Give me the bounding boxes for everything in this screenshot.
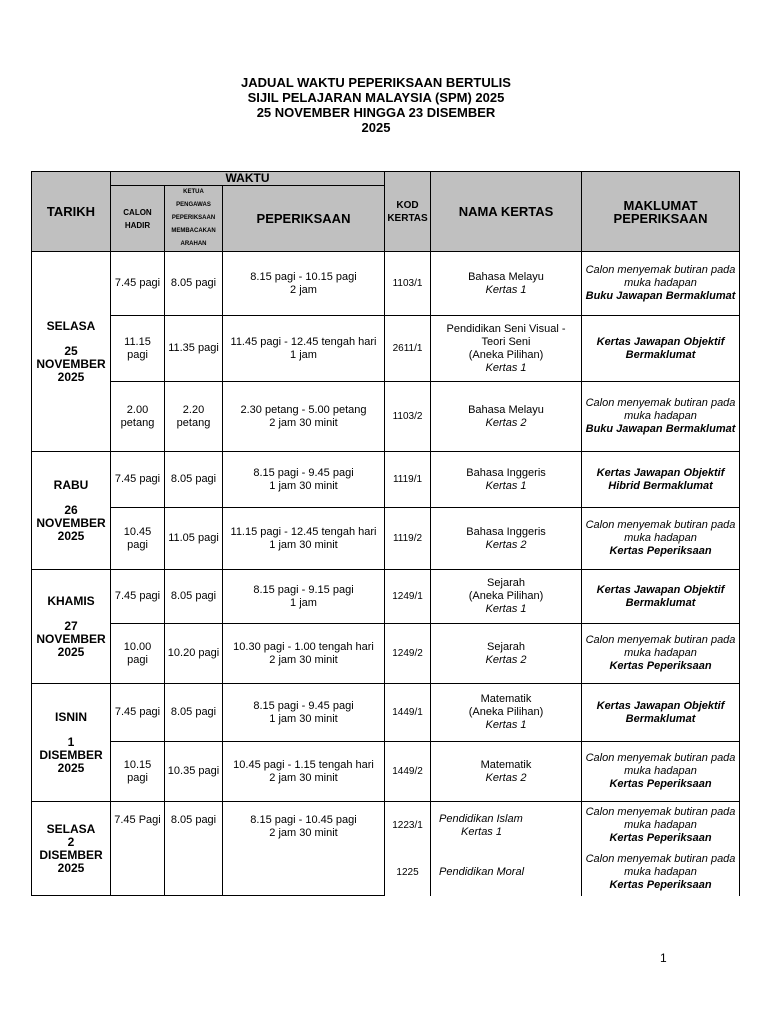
paper-number: Kertas 1 [485, 361, 527, 374]
maklumat-note: Calon menyemak butiran pada muka hadapan [585, 519, 736, 544]
exam-duration: 1 jam [290, 596, 317, 609]
document-title [0, 75, 752, 135]
exam-schedule-table [31, 171, 740, 896]
calon-hadir-value: 7.45 pagi [114, 473, 161, 485]
kod-kertas-cell [385, 570, 431, 624]
calon-hadir-value: 10.45 pagi [123, 525, 152, 551]
ketua-pengawas-value: 8.05 pagi [170, 277, 217, 289]
ketua-pengawas-value: 8.05 pagi [170, 590, 217, 602]
exam-duration: 2 jam 30 minit [269, 416, 338, 429]
table-row [32, 802, 740, 850]
maklumat-emphasis: Kertas Peperiksaan [609, 545, 712, 557]
ketua-pengawas-value: 11.05 pagi [168, 532, 219, 544]
paper-number: Kertas 2 [485, 771, 527, 784]
peperiksaan-cell [223, 624, 385, 684]
kod-kertas-value: 1223/1 [392, 820, 423, 832]
day-name: KHAMIS [47, 593, 95, 608]
ketua-pengawas-value: 8.05 pagi [170, 706, 217, 718]
subject-name: Sejarah [487, 640, 525, 653]
kod-kertas-cell [385, 382, 431, 452]
calon-hadir-value: 7.45 pagi [114, 706, 161, 718]
kod-kertas-value: 1249/2 [392, 648, 423, 659]
nama-kertas-cell [431, 508, 582, 570]
ketua-pengawas-value: 10.35 pagi [167, 765, 220, 777]
nama-kertas-cell [431, 316, 582, 382]
exam-time: 8.15 pagi - 9.45 pagi [253, 466, 354, 479]
title-line-2: SIJIL PELAJARAN MALAYSIA (SPM) 2025 [247, 90, 505, 105]
maklumat-note: Calon menyemak butiran pada muka hadapan [585, 806, 736, 832]
calon-hadir-cell [111, 570, 165, 624]
ketua-pengawas-cell [165, 252, 223, 316]
peperiksaan-cell [223, 802, 385, 896]
nama-kertas-cell [431, 252, 582, 316]
calon-hadir-cell [111, 624, 165, 684]
maklumat-note: Calon menyemak butiran pada muka hadapan [585, 752, 736, 777]
peperiksaan-cell [223, 382, 385, 452]
kod-kertas-cell [385, 802, 431, 850]
exam-time: 8.15 pagi - 10.15 pagi [250, 270, 357, 283]
maklumat-cell [582, 452, 740, 508]
maklumat-emphasis: Kertas Peperiksaan [609, 660, 712, 672]
table-row [32, 252, 740, 316]
calon-hadir-cell [111, 382, 165, 452]
peperiksaan-cell [223, 316, 385, 382]
exam-duration: 2 jam 30 minit [269, 653, 338, 666]
schedule-body [32, 252, 740, 896]
calon-hadir-cell [111, 452, 165, 508]
exam-time: 10.30 pagi - 1.00 tengah hari [233, 640, 374, 653]
kod-kertas-cell [385, 252, 431, 316]
kod-kertas-cell [385, 508, 431, 570]
day-name: ISNIN [54, 709, 87, 724]
day-name: SELASA [46, 821, 96, 836]
calon-hadir-value: 2.00 petang [120, 403, 155, 429]
title-line-1: JADUAL WAKTU PEPERIKSAAN BERTULIS [241, 75, 511, 90]
date-cell [32, 684, 111, 802]
calon-hadir-value: 7.45 Pagi [114, 814, 161, 826]
date-year: 2025 [57, 528, 85, 543]
peperiksaan-cell [223, 570, 385, 624]
maklumat-emphasis: Kertas Jawapan Objektif Hibrid Bermaklumat [596, 466, 725, 492]
table-row [32, 382, 740, 452]
peperiksaan-cell [223, 252, 385, 316]
maklumat-emphasis: Buku Jawapan Bermaklumat [585, 290, 736, 302]
paper-number: Kertas 2 [485, 416, 527, 429]
subject-name: Bahasa Melayu [468, 403, 544, 416]
header-nama-kertas: NAMA KERTAS [431, 172, 582, 252]
ketua-pengawas-cell [165, 508, 223, 570]
kod-kertas-cell [385, 624, 431, 684]
maklumat-emphasis: Kertas Jawapan Objektif Bermaklumat [596, 699, 725, 725]
ketua-pengawas-cell [165, 624, 223, 684]
subject-subtitle-2: (Aneka Pilihan) [468, 348, 544, 361]
exam-duration: 1 jam 30 minit [269, 538, 338, 551]
date-year: 2025 [57, 860, 85, 875]
date-cell [32, 252, 111, 452]
kod-kertas-cell [385, 742, 431, 802]
kod-kertas-value: 1449/2 [392, 766, 423, 777]
nama-kertas-cell [431, 742, 582, 802]
exam-time: 11.15 pagi - 12.45 tengah hari [230, 525, 377, 538]
subject-name: Pendidikan Islam [439, 812, 523, 825]
maklumat-cell [582, 742, 740, 802]
maklumat-emphasis: Kertas Jawapan Objektif Bermaklumat [596, 335, 725, 361]
calon-hadir-cell [111, 252, 165, 316]
ketua-pengawas-cell [165, 452, 223, 508]
maklumat-emphasis: Kertas Peperiksaan [609, 778, 712, 790]
maklumat-note: Calon menyemak butiran pada muka hadapan [585, 634, 736, 659]
header-row-1 [32, 172, 740, 186]
date-number: 25 [64, 343, 78, 358]
nama-kertas-cell [431, 850, 582, 896]
table-row [32, 452, 740, 508]
ketua-pengawas-value: 8.05 pagi [170, 814, 217, 826]
nama-kertas-cell [431, 684, 582, 742]
header-kod-kertas [385, 172, 431, 252]
exam-duration: 1 jam 30 minit [269, 712, 338, 725]
kod-kertas-cell [385, 850, 431, 896]
nama-kertas-cell [431, 624, 582, 684]
day-name: SELASA [46, 318, 96, 333]
date-cell [32, 570, 111, 684]
maklumat-emphasis: Kertas Jawapan Objektif Bermaklumat [596, 583, 725, 609]
title-line-4: 2025 [361, 120, 391, 135]
paper-number: Kertas 1 [485, 283, 527, 296]
peperiksaan-cell [223, 742, 385, 802]
exam-duration: 2 jam 30 minit [269, 827, 338, 839]
maklumat-note: Calon menyemak butiran pada muka hadapan [585, 264, 736, 289]
paper-number: Kertas 1 [461, 825, 502, 838]
header-maklumat: MAKLUMAT PEPERIKSAAN [582, 172, 740, 252]
date-number: 2 [67, 834, 75, 849]
ketua-pengawas-value: 8.05 pagi [170, 473, 217, 485]
kod-kertas-value: 2611/1 [392, 343, 423, 354]
subject-name: Bahasa Inggeris [466, 525, 546, 538]
subject-name: Bahasa Inggeris [466, 466, 546, 479]
table-row [32, 316, 740, 382]
kod-kertas-value: 1449/1 [392, 707, 423, 718]
ketua-pengawas-cell [165, 570, 223, 624]
paper-number: Kertas 1 [485, 603, 527, 615]
ketua-pengawas-value: 10.20 pagi [167, 647, 220, 659]
header-waktu: WAKTU [111, 172, 385, 186]
calon-hadir-value: 10.15 pagi [123, 758, 152, 784]
header-kod-line-1: KOD [396, 199, 419, 211]
maklumat-cell [582, 252, 740, 316]
calon-hadir-cell [111, 742, 165, 802]
exam-time: 11.45 pagi - 12.45 tengah hari [230, 335, 377, 348]
ketua-pengawas-value: 11.35 pagi [168, 342, 219, 354]
paper-number: Kertas 1 [485, 719, 527, 731]
subject-subtitle: Teori Seni [481, 335, 531, 348]
kod-kertas-cell [385, 316, 431, 382]
peperiksaan-cell [223, 452, 385, 508]
paper-number: Kertas 1 [485, 479, 527, 492]
paper-number: Kertas 2 [485, 653, 527, 666]
maklumat-emphasis: Kertas Peperiksaan [609, 879, 712, 891]
date-month: NOVEMBER [36, 631, 106, 646]
exam-duration: 2 jam [290, 283, 317, 296]
maklumat-cell [582, 570, 740, 624]
ketua-pengawas-cell [165, 382, 223, 452]
table-row [32, 742, 740, 802]
exam-duration: 1 jam 30 minit [269, 479, 338, 492]
exam-time: 10.45 pagi - 1.15 tengah hari [233, 758, 374, 771]
exam-time: 8.15 pagi - 10.45 pagi [250, 814, 357, 826]
exam-time: 8.15 pagi - 9.15 pagi [253, 583, 354, 596]
kod-kertas-value: 1249/1 [392, 591, 423, 602]
calon-hadir-value: 7.45 pagi [114, 590, 161, 602]
date-number: 26 [64, 502, 78, 517]
page-number: 1 [660, 951, 667, 965]
header-tarikh: TARIKH [32, 172, 111, 252]
kod-kertas-value: 1103/2 [392, 411, 423, 422]
header-peperiksaan: PEPERIKSAAN [223, 186, 385, 252]
date-month: DISEMBER [39, 847, 103, 862]
date-number: 27 [64, 618, 78, 633]
kod-kertas-cell [385, 452, 431, 508]
maklumat-cell [582, 316, 740, 382]
ketua-pengawas-cell [165, 684, 223, 742]
paper-number: Kertas 2 [485, 538, 527, 551]
exam-duration: 1 jam [290, 348, 317, 361]
nama-kertas-cell [431, 570, 582, 624]
table-row [32, 570, 740, 624]
kod-kertas-cell [385, 684, 431, 742]
subject-name: Pendidikan Moral [439, 866, 525, 878]
kod-kertas-value: 1103/1 [392, 278, 423, 289]
maklumat-cell [582, 850, 740, 896]
date-year: 2025 [57, 369, 85, 384]
kod-kertas-value: 1225 [396, 867, 419, 878]
calon-hadir-value: 7.45 pagi [114, 277, 161, 289]
subject-name: Sejarah [487, 577, 525, 589]
subject-subtitle: (Aneka Pilihan) [468, 590, 544, 602]
date-cell [32, 452, 111, 570]
peperiksaan-cell [223, 684, 385, 742]
subject-name: Matematik [480, 758, 532, 771]
maklumat-emphasis: Buku Jawapan Bermaklumat [585, 423, 736, 435]
ketua-pengawas-cell [165, 742, 223, 802]
subject-subtitle: (Aneka Pilihan) [468, 706, 544, 718]
calon-hadir-cell [111, 684, 165, 742]
table-row [32, 684, 740, 742]
maklumat-cell [582, 684, 740, 742]
nama-kertas-cell [431, 452, 582, 508]
header-kod-line-2: KERTAS [387, 212, 428, 224]
ketua-pengawas-cell [165, 802, 223, 896]
ketua-pengawas-value: 2.20 petang [176, 403, 211, 429]
calon-hadir-cell [111, 802, 165, 896]
maklumat-cell [582, 624, 740, 684]
subject-name: Bahasa Melayu [468, 270, 544, 283]
nama-kertas-cell [431, 382, 582, 452]
exam-time: 8.15 pagi - 9.45 pagi [253, 699, 354, 712]
maklumat-note: Calon menyemak butiran pada muka hadapan [585, 397, 736, 422]
title-line-3: 25 NOVEMBER HINGGA 23 DISEMBER [256, 105, 496, 120]
exam-time: 2.30 petang - 5.00 petang [240, 403, 367, 416]
kod-kertas-value: 1119/2 [392, 533, 423, 544]
ketua-pengawas-cell [165, 316, 223, 382]
subject-name: Pendidikan Seni Visual - [446, 322, 566, 335]
table-row [32, 624, 740, 684]
date-year: 2025 [57, 644, 85, 659]
maklumat-cell [582, 802, 740, 850]
peperiksaan-cell [223, 508, 385, 570]
maklumat-cell [582, 508, 740, 570]
header-ketua-pengawas: KETUA PENGAWAS PEPERIKSAAN MEMBACAKAN ARAHAN [165, 186, 223, 252]
maklumat-emphasis: Kertas Peperiksaan [609, 832, 712, 845]
subject-name: Matematik [480, 693, 532, 705]
header-calon-hadir: CALON HADIR [111, 186, 165, 252]
exam-duration: 2 jam 30 minit [269, 771, 338, 784]
maklumat-cell [582, 382, 740, 452]
date-year: 2025 [57, 760, 85, 775]
table-row [32, 508, 740, 570]
date-number: 1 [67, 734, 75, 749]
calon-hadir-value: 11.15 pagi [124, 335, 151, 361]
calon-hadir-cell [111, 508, 165, 570]
date-cell [32, 802, 111, 896]
calon-hadir-value: 10.00 pagi [123, 640, 152, 666]
kod-kertas-value: 1119/1 [392, 474, 423, 485]
date-month: NOVEMBER [36, 515, 106, 530]
nama-kertas-cell [431, 802, 582, 850]
calon-hadir-cell [111, 316, 165, 382]
date-month: NOVEMBER [36, 356, 106, 371]
day-name: RABU [53, 477, 89, 492]
maklumat-note: Calon menyemak butiran pada muka hadapan [585, 853, 736, 878]
date-month: DISEMBER [39, 747, 103, 762]
